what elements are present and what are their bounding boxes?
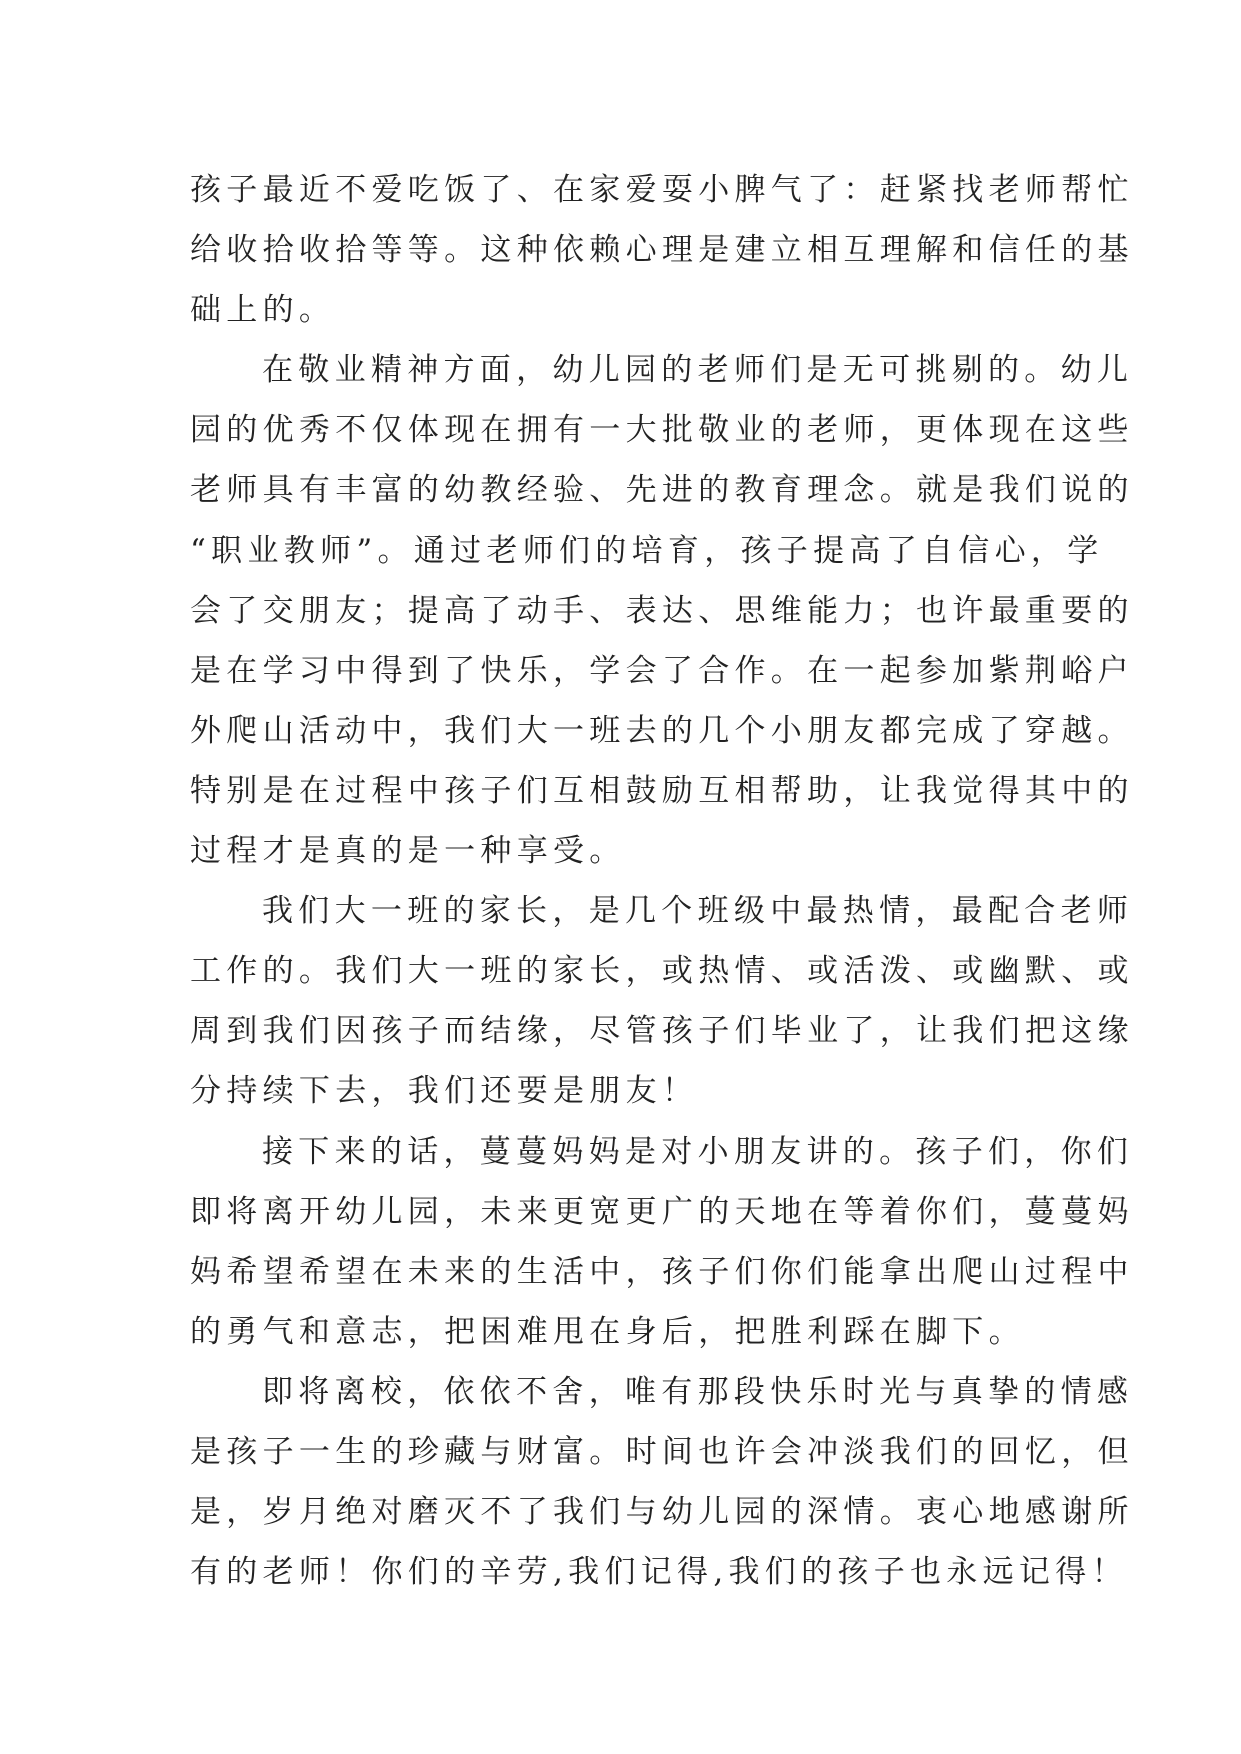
paragraph-first-line: 我们大一班的家长，是几个班级中最热情，最配合老师 [262, 893, 1134, 930]
paragraph-first-line: 即将离校，依依不舍，唯有那段快乐时光与真挚的情感 [262, 1373, 1134, 1410]
text-line: 园的优秀不仅体现在拥有一大批敬业的老师，更体现在这些 [190, 412, 1134, 449]
paragraph-first-line: 接下来的话，蔓蔓妈妈是对小朋友讲的。孩子们，你们 [262, 1133, 1134, 1170]
text-line: 有的老师！你们的辛劳,我们记得,我们的孩子也永远记得！ [190, 1554, 1128, 1591]
text-line: 给收拾收拾等等。这种依赖心理是建立相互理解和信任的基 [190, 232, 1134, 269]
document-body [190, 160, 1134, 1602]
text-line: 孩子最近不爱吃饭了、在家爱耍小脾气了：赶紧找老师帮忙 [190, 172, 1134, 208]
text-line: 工作的。我们大一班的家长，或热情、或活泼、或幽默、或 [190, 953, 1134, 990]
text-line: 即将离开幼儿园，未来更宽更广的天地在等着你们，蔓蔓妈 [190, 1193, 1134, 1230]
text-line: 是，岁月绝对磨灭不了我们与幼儿园的深情。衷心地感谢所 [190, 1494, 1134, 1531]
text-line: 分持续下去，我们还要是朋友！ [190, 1073, 699, 1110]
text-line: 的勇气和意志，把困难甩在身后，把胜利踩在脚下。 [190, 1313, 1025, 1350]
text-line: 老师具有丰富的幼教经验、先进的教育理念。就是我们说的 [190, 472, 1134, 509]
text-line: 会了交朋友；提高了动手、表达、思维能力；也许最重要的 [190, 592, 1134, 629]
text-line: 妈希望希望在未来的生活中，孩子们你们能拿出爬山过程中 [190, 1253, 1134, 1290]
text-line: 特别是在过程中孩子们互相鼓励互相帮助，让我觉得其中的 [190, 772, 1134, 809]
text-line: 是在学习中得到了快乐，学会了合作。在一起参加紫荆峪户 [190, 652, 1134, 689]
text-line: 是孩子一生的珍藏与财富。时间也许会冲淡我们的回忆，但 [190, 1433, 1134, 1470]
text-line: 外爬山活动中，我们大一班去的几个小朋友都完成了穿越。 [190, 712, 1134, 749]
text-line: 周到我们因孩子而结缘，尽管孩子们毕业了，让我们把这缘 [190, 1013, 1134, 1050]
text-line: 础上的。 [190, 292, 336, 329]
paragraph-first-line: 在敬业精神方面，幼儿园的老师们是无可挑剔的。幼儿 [262, 352, 1134, 389]
text-line: “职业教师”。通过老师们的培育，孩子提高了自信心，学 [190, 532, 1104, 569]
text-line: 过程才是真的是一种享受。 [190, 833, 626, 870]
